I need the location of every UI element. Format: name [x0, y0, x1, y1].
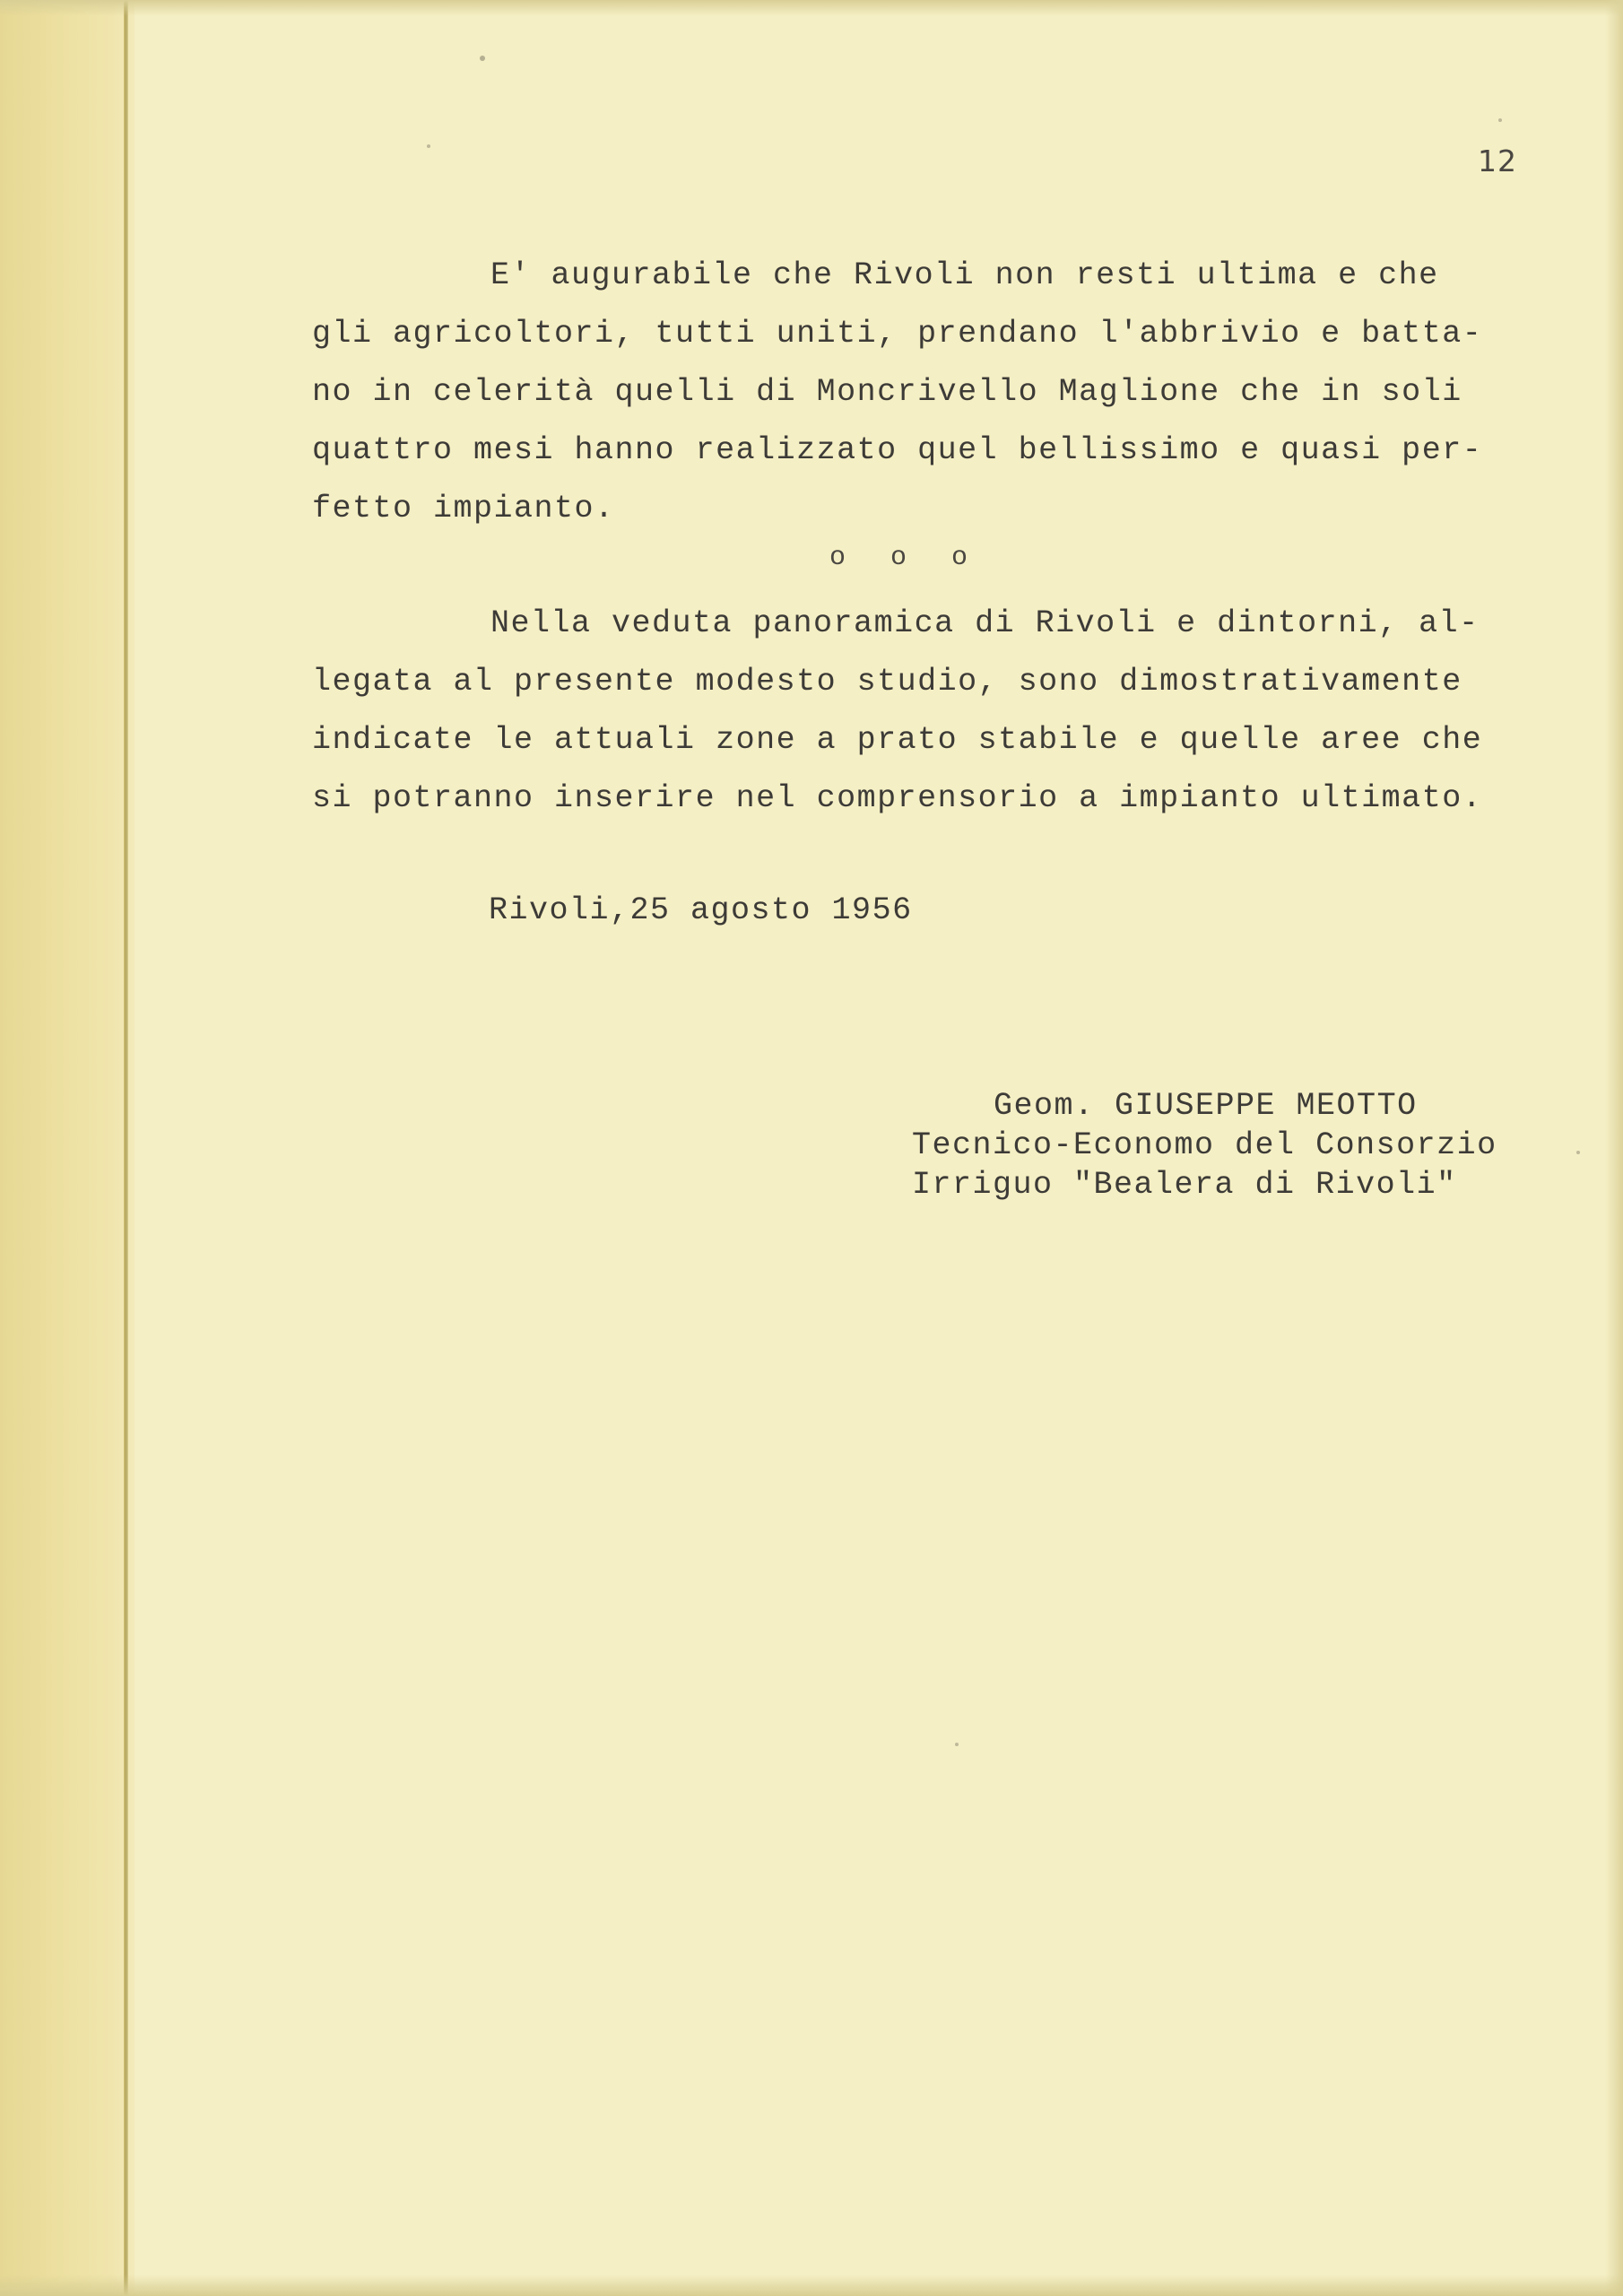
page-right-edge: [1605, 0, 1623, 2296]
signature-title: Tecnico-Economo del Consorzio: [912, 1127, 1497, 1163]
paragraph1-line-2: gli agricoltori, tutti uniti, prendano l'abbrivio e batta-: [312, 316, 1483, 352]
paper-speck: [427, 144, 430, 148]
paragraph1-line-5: fetto impianto.: [312, 491, 615, 526]
page-number: 12: [1478, 144, 1517, 178]
paragraph2-line-2: legata al presente modesto studio, sono dimostrativamente: [312, 664, 1462, 700]
paragraph1-line-1: E' augurabile che Rivoli non resti ultima e che: [490, 257, 1439, 293]
signature-name: Geom. GIUSEPPE MEOTTO: [994, 1088, 1418, 1124]
binding-fold-line: [124, 0, 128, 2296]
paper-speck: [1576, 1151, 1580, 1154]
page-top-edge: [0, 0, 1623, 16]
paragraph1-line-3: no in celerità quelli di Moncrivello Maglione che in soli: [312, 374, 1462, 410]
paper-speck: [1498, 118, 1502, 122]
paragraph2-line-1: Nella veduta panoramica di Rivoli e dintorni, al-: [490, 605, 1480, 641]
page-bottom-edge: [0, 2274, 1623, 2296]
paragraph1-line-4: quattro mesi hanno realizzato quel bellissimo e quasi per-: [312, 432, 1483, 468]
paragraph2-line-3: indicate le attuali zone a prato stabile e quelle aree che: [312, 722, 1483, 758]
section-separator: o o o: [829, 543, 983, 573]
paper-speck: [480, 56, 485, 61]
page-left-edge: [0, 0, 135, 2296]
signature-organization: Irriguo "Bealera di Rivoli": [912, 1167, 1457, 1203]
paragraph2-line-4: si potranno inserire nel comprensorio a impianto ultimato.: [312, 780, 1483, 816]
paper-speck: [955, 1743, 959, 1746]
date-line: Rivoli,25 agosto 1956: [489, 892, 913, 928]
